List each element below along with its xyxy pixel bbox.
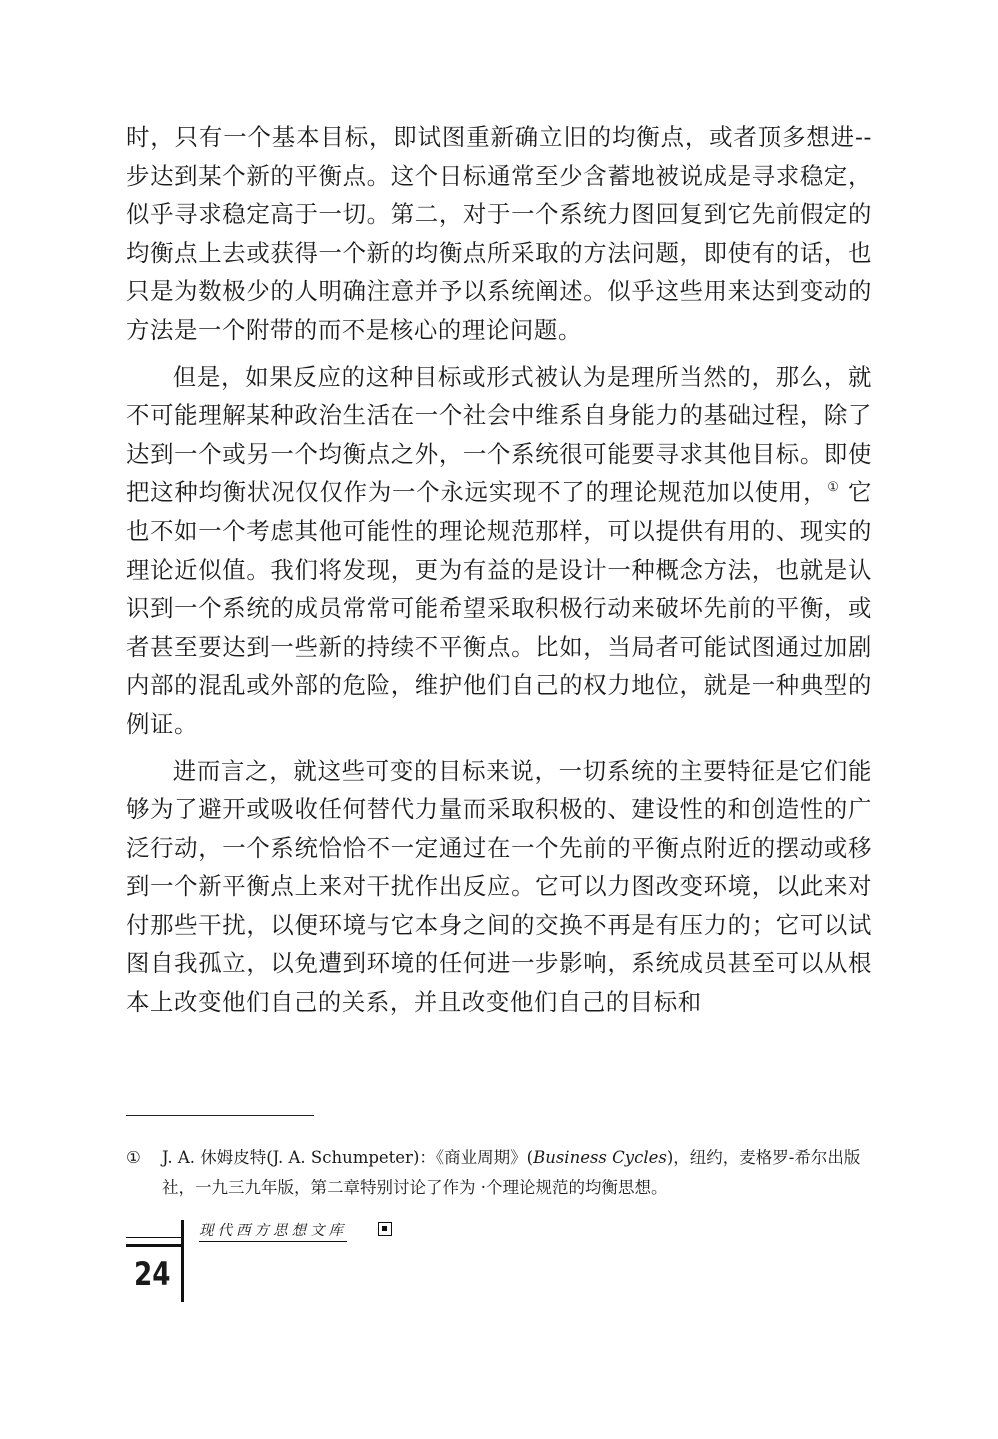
body-text bbox=[126, 118, 872, 1030]
footnote-mark: ① bbox=[126, 1148, 141, 1167]
footer-vertical-rule bbox=[181, 1220, 184, 1302]
footnote-title-en: Business Cycles bbox=[533, 1148, 667, 1167]
paragraph-2-text-b: 它也不如一个考虑其他可能性的理论规范那样，可以提供有用的、现实的理论近似值。我们将发现，更为有益的是设计一种概念方法，也就是认识到一个系统的成员常常可能希望采取积极行动来破坏先前的平衡，或者甚至要达到一些新的持续不平衡点。比如，当局者可能试图通过加剧内部的混乱或外部的危险，维护他们自己的权力地位，就是一种典型的例证。 bbox=[126, 478, 872, 738]
footnote-text bbox=[162, 1143, 872, 1203]
footnote-reference: ① bbox=[827, 480, 840, 496]
paragraph-3: 进而言之，就这些可变的目标来说，一切系统的主要特征是它们能够为了避开或吸收任何替代力量而采取积极的、建设性的和创造性的广泛行动，一个系统恰恰不一定通过在一个先前的平衡点附近的摆动或移到一个新平衡点上来对干扰作出反应。它可以力图改变环境，以此来对付那些干扰，以便环境与它本身之间的交换不再是有压力的；它可以试图自我孤立，以免遭到环境的任何进一步影响，系统成员甚至可以从根本上改变他们自己的关系，并且改变他们自己的目标和 bbox=[126, 756, 872, 1017]
footnote bbox=[126, 1143, 872, 1203]
footer-rule bbox=[126, 1244, 181, 1247]
footnote-text-before: J. A. 休姆皮特(J. A. Schumpeter)：《商业周期》( bbox=[162, 1148, 534, 1167]
footnote-text-after: )，纽约，麦格罗-希尔出版社，一九三九年版，第二章特别讨论了作为 ·个理论规范的均衡思想。 bbox=[162, 1148, 861, 1197]
series-logo-icon bbox=[378, 1222, 392, 1236]
page-number: 24 bbox=[134, 1255, 171, 1293]
footnote-divider bbox=[126, 1115, 314, 1116]
paragraph-2 bbox=[126, 358, 872, 744]
series-title: 现代西方思想文库 bbox=[199, 1222, 347, 1242]
paragraph-2-text-a: 但是，如果反应的这种目标或形式被认为是理所当然的，那么，就不可能理解某种政治生活在一个社会中维系自身能力的基础过程，除了达到一个或另一个均衡点之外，一个系统很可能要寻求其他目标。即使把这种均衡状况仅仅作为一个永远实现不了的理论规范加以使用， bbox=[126, 362, 872, 507]
paragraph-1: 时，只有一个基本目标，即试图重新确立旧的均衡点，或者顶多想进--步达到某个新的平衡点。这个日标通常至少含蓄地被说成是寻求稳定，似乎寻求稳定高于一切。第二，对于一个系统力图回复到它先前假定的均衡点上去或获得一个新的均衡点所采取的方法问题，即使有的话，也只是为数极少的人明确注意并予以系统阐述。似乎这些用来达到变动的方法是一个附带的而不是核心的理论问题。 bbox=[126, 123, 872, 344]
footer-rule-thin bbox=[126, 1237, 181, 1238]
